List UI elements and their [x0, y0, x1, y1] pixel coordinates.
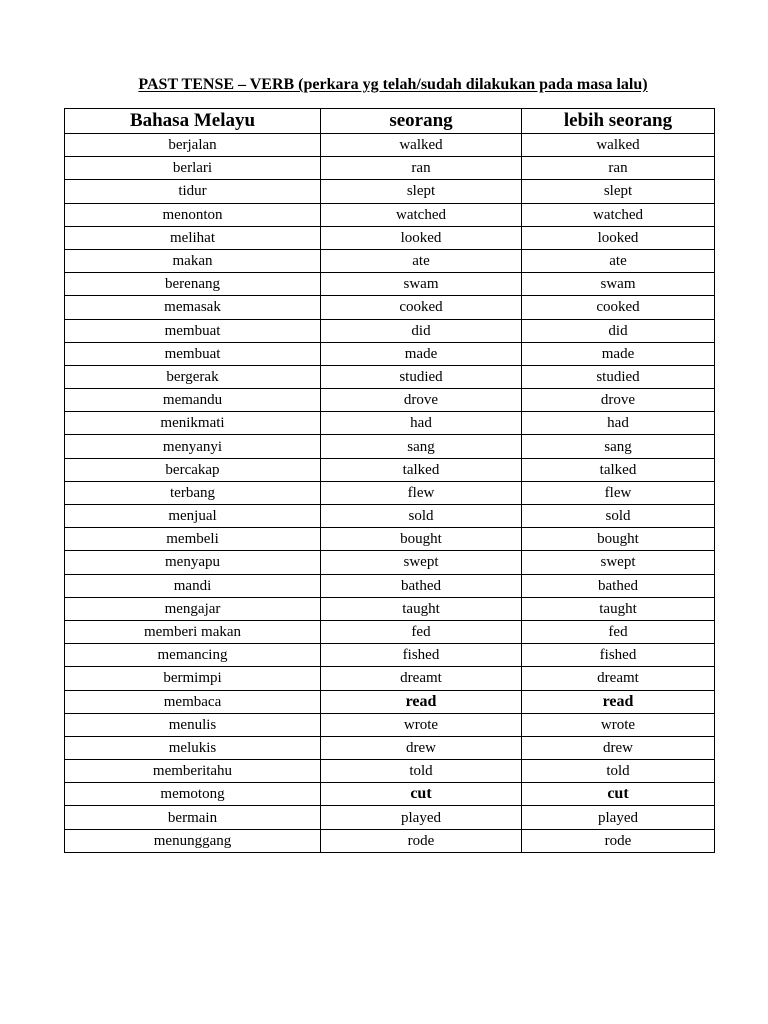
cell-lebih-seorang: bathed — [522, 574, 715, 597]
cell-lebih-seorang: drove — [522, 389, 715, 412]
cell-lebih-seorang: talked — [522, 458, 715, 481]
cell-lebih-seorang: studied — [522, 365, 715, 388]
table-row — [65, 249, 715, 272]
table-row — [65, 620, 715, 643]
cell-lebih-seorang: fed — [522, 620, 715, 643]
header-lebih-seorang: lebih seorang — [522, 109, 715, 134]
cell-seorang: swam — [321, 273, 522, 296]
table-body — [65, 134, 715, 853]
page-title: PAST TENSE – VERB (perkara yg telah/sudah dilakukan pada masa lalu) — [138, 76, 648, 93]
cell-malay: menulis — [65, 713, 321, 736]
verb-table — [64, 108, 715, 853]
cell-seorang: read — [321, 690, 522, 713]
cell-seorang: sang — [321, 435, 522, 458]
table-row — [65, 157, 715, 180]
cell-seorang: made — [321, 342, 522, 365]
table-row — [65, 736, 715, 759]
table-row — [65, 180, 715, 203]
cell-lebih-seorang: swam — [522, 273, 715, 296]
cell-seorang: rode — [321, 829, 522, 852]
cell-seorang: fished — [321, 644, 522, 667]
cell-lebih-seorang: ran — [522, 157, 715, 180]
cell-malay: memancing — [65, 644, 321, 667]
cell-malay: membeli — [65, 528, 321, 551]
header-row — [65, 109, 715, 134]
table-row — [65, 389, 715, 412]
cell-seorang: bought — [321, 528, 522, 551]
cell-malay: melukis — [65, 736, 321, 759]
table-row — [65, 667, 715, 690]
cell-lebih-seorang: bought — [522, 528, 715, 551]
table-row — [65, 783, 715, 806]
cell-malay: menyapu — [65, 551, 321, 574]
table-row — [65, 365, 715, 388]
cell-seorang: ate — [321, 249, 522, 272]
cell-seorang: talked — [321, 458, 522, 481]
table-header — [65, 109, 715, 134]
table-row — [65, 760, 715, 783]
cell-seorang: drove — [321, 389, 522, 412]
cell-seorang: walked — [321, 134, 522, 157]
cell-malay: terbang — [65, 481, 321, 504]
cell-malay: berlari — [65, 157, 321, 180]
cell-seorang: sold — [321, 505, 522, 528]
cell-lebih-seorang: taught — [522, 597, 715, 620]
cell-malay: bercakap — [65, 458, 321, 481]
cell-malay: bergerak — [65, 365, 321, 388]
cell-malay: berenang — [65, 273, 321, 296]
table-row — [65, 296, 715, 319]
cell-seorang: flew — [321, 481, 522, 504]
cell-malay: memberitahu — [65, 760, 321, 783]
cell-malay: memasak — [65, 296, 321, 319]
cell-seorang: had — [321, 412, 522, 435]
cell-malay: menunggang — [65, 829, 321, 852]
cell-lebih-seorang: ate — [522, 249, 715, 272]
cell-malay: membuat — [65, 342, 321, 365]
cell-lebih-seorang: did — [522, 319, 715, 342]
cell-malay: menjual — [65, 505, 321, 528]
table-row — [65, 226, 715, 249]
cell-lebih-seorang: sold — [522, 505, 715, 528]
cell-seorang: swept — [321, 551, 522, 574]
cell-seorang: did — [321, 319, 522, 342]
cell-seorang: looked — [321, 226, 522, 249]
cell-lebih-seorang: swept — [522, 551, 715, 574]
cell-lebih-seorang: cut — [522, 783, 715, 806]
cell-seorang: taught — [321, 597, 522, 620]
cell-lebih-seorang: flew — [522, 481, 715, 504]
cell-seorang: ran — [321, 157, 522, 180]
table-row — [65, 134, 715, 157]
cell-lebih-seorang: drew — [522, 736, 715, 759]
table-row — [65, 597, 715, 620]
table-row — [65, 273, 715, 296]
table-row — [65, 574, 715, 597]
table-row — [65, 342, 715, 365]
cell-malay: membuat — [65, 319, 321, 342]
cell-malay: mandi — [65, 574, 321, 597]
table-row — [65, 551, 715, 574]
cell-seorang: cooked — [321, 296, 522, 319]
cell-lebih-seorang: told — [522, 760, 715, 783]
table-row — [65, 481, 715, 504]
cell-malay: menyanyi — [65, 435, 321, 458]
cell-malay: berjalan — [65, 134, 321, 157]
cell-malay: mengajar — [65, 597, 321, 620]
table-row — [65, 458, 715, 481]
cell-seorang: drew — [321, 736, 522, 759]
cell-lebih-seorang: dreamt — [522, 667, 715, 690]
cell-malay: bermain — [65, 806, 321, 829]
cell-lebih-seorang: slept — [522, 180, 715, 203]
table-row — [65, 690, 715, 713]
cell-lebih-seorang: cooked — [522, 296, 715, 319]
cell-seorang: studied — [321, 365, 522, 388]
cell-malay: makan — [65, 249, 321, 272]
cell-lebih-seorang: watched — [522, 203, 715, 226]
cell-lebih-seorang: looked — [522, 226, 715, 249]
cell-lebih-seorang: fished — [522, 644, 715, 667]
table-row — [65, 528, 715, 551]
cell-malay: memberi makan — [65, 620, 321, 643]
cell-lebih-seorang: read — [522, 690, 715, 713]
cell-lebih-seorang: played — [522, 806, 715, 829]
table-row — [65, 829, 715, 852]
header-bahasa-melayu: Bahasa Melayu — [65, 109, 321, 134]
table-row — [65, 412, 715, 435]
cell-seorang: watched — [321, 203, 522, 226]
cell-seorang: fed — [321, 620, 522, 643]
cell-lebih-seorang: walked — [522, 134, 715, 157]
cell-malay: melihat — [65, 226, 321, 249]
cell-lebih-seorang: rode — [522, 829, 715, 852]
table-row — [65, 644, 715, 667]
cell-lebih-seorang: had — [522, 412, 715, 435]
cell-lebih-seorang: made — [522, 342, 715, 365]
cell-malay: menonton — [65, 203, 321, 226]
cell-seorang: told — [321, 760, 522, 783]
cell-malay: tidur — [65, 180, 321, 203]
cell-seorang: dreamt — [321, 667, 522, 690]
table-row — [65, 435, 715, 458]
cell-malay: menikmati — [65, 412, 321, 435]
cell-seorang: played — [321, 806, 522, 829]
table-row — [65, 203, 715, 226]
table-row — [65, 806, 715, 829]
cell-lebih-seorang: wrote — [522, 713, 715, 736]
cell-malay: memotong — [65, 783, 321, 806]
table-row — [65, 713, 715, 736]
cell-seorang: slept — [321, 180, 522, 203]
cell-seorang: bathed — [321, 574, 522, 597]
cell-seorang: cut — [321, 783, 522, 806]
cell-malay: memandu — [65, 389, 321, 412]
cell-malay: bermimpi — [65, 667, 321, 690]
cell-lebih-seorang: sang — [522, 435, 715, 458]
table-row — [65, 505, 715, 528]
cell-seorang: wrote — [321, 713, 522, 736]
cell-malay: membaca — [65, 690, 321, 713]
table-row — [65, 319, 715, 342]
header-seorang: seorang — [321, 109, 522, 134]
